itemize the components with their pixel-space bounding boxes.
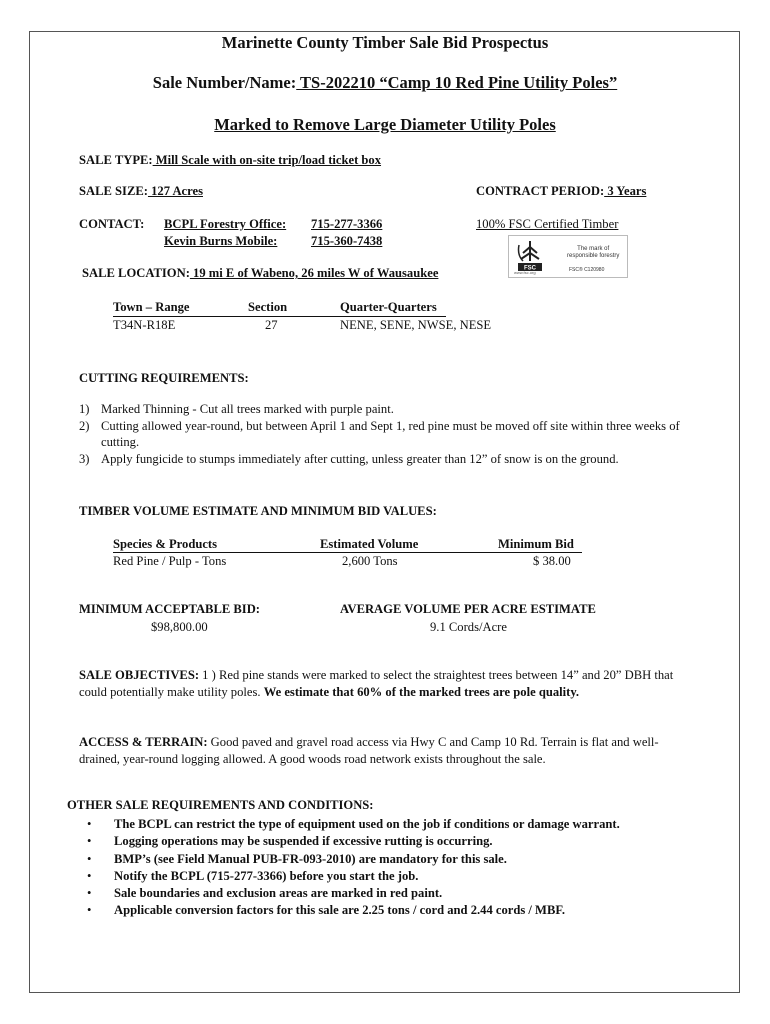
fsc-url: www.fsc.org [514,270,536,275]
volume-estimated: 2,600 Tons [342,554,398,568]
access-terrain [79,734,694,767]
sale-name-line [0,73,770,93]
contact-mobile-label: Kevin Burns Mobile: [164,234,278,248]
bullet-icon: • [87,868,92,883]
volume-header-estimated: Estimated Volume [320,537,419,551]
condition-item [87,833,620,850]
volume-minbid: $ 38.00 [533,554,571,568]
condition-item [87,885,620,902]
avg-volume-label: AVERAGE VOLUME PER ACRE ESTIMATE [340,602,596,616]
cutting-heading: CUTTING REQUIREMENTS: [79,371,249,385]
bullet-icon: • [87,903,92,918]
fsc-logo [508,235,628,278]
contract-period [476,184,646,199]
contact-office-label: BCPL Forestry Office: [164,217,287,231]
condition-item [87,816,620,833]
volume-species: Red Pine / Pulp - Tons [113,554,227,568]
fsc-mark-line2: responsible forestry [567,253,620,259]
volume-heading: TIMBER VOLUME ESTIMATE AND MINIMUM BID VALUES: [79,504,437,518]
fsc-mark-text [567,246,619,260]
location-header-town: Town – Range [113,300,190,314]
condition-text: Logging operations may be suspended if excessive rutting is occurring. [114,834,493,849]
sale-type [79,153,381,168]
cutting-item [79,451,689,468]
sale-location-label: SALE LOCATION: [82,266,190,280]
volume-header-underline [113,552,582,553]
sale-objectives [79,667,694,700]
bullet-icon: • [87,834,92,849]
cutting-item [79,418,689,451]
conditions-heading: OTHER SALE REQUIREMENTS AND CONDITIONS: [67,798,374,812]
cutting-list [79,401,689,467]
conditions-list [87,816,620,920]
sale-size [79,184,203,199]
cutting-item-number: 1) [79,402,90,416]
cutting-item [79,401,689,418]
avg-volume-value: 9.1 Cords/Acre [430,620,507,634]
contact-office-phone: 715-277-3366 [311,217,383,231]
bullet-icon: • [87,886,92,901]
min-bid-value: $98,800.00 [151,620,208,634]
condition-item [87,868,620,885]
condition-item [87,851,620,868]
sale-location-value: 19 mi E of Wabeno, 26 miles W of Wausaukee [189,266,439,280]
cutting-item-text: Cutting allowed year-round, but between April 1 and Sept 1, red pine must be moved off site within three weeks of cutting. [101,418,680,449]
condition-text: Sale boundaries and exclusion areas are marked in red paint. [114,886,443,901]
sale-name-label: Sale Number/Name: [152,73,297,92]
cutting-item-number: 2) [79,418,90,433]
condition-text: Notify the BCPL (715-277-3366) before you start the job. [114,868,419,883]
location-header-quarters: Quarter-Quarters [340,300,437,314]
cutting-item-text: Marked Thinning - Cut all trees marked with purple paint. [101,402,394,416]
objectives-emphasis: We estimate that 60% of the marked trees are pole quality. [263,684,580,699]
contract-period-label: CONTRACT PERIOD: [476,184,605,198]
contract-period-value: 3 Years [604,184,647,198]
min-bid-label: MINIMUM ACCEPTABLE BID: [79,602,260,616]
bullet-icon: • [87,851,92,866]
access-label: ACCESS & TERRAIN: [79,735,208,749]
location-section: 27 [265,318,278,332]
volume-header-species: Species & Products [113,537,218,551]
location-header-section: Section [248,300,288,314]
cutting-item-text: Apply fungicide to stumps immediately after cutting, unless greater than 12” of snow is on the ground. [101,451,619,466]
sale-size-label: SALE SIZE: [79,184,148,198]
location-town: T34N-R18E [113,318,176,332]
condition-text: BMP’s (see Field Manual PUB-FR-093-2010) are mandatory for this sale. [114,851,507,866]
condition-text: Applicable conversion factors for this sale are 2.25 tons / cord and 2.44 cords / MBF. [114,903,566,918]
svg-text:FSC: FSC [524,265,536,272]
document-subtitle: Marked to Remove Large Diameter Utility Poles [214,115,556,134]
fsc-note: 100% FSC Certified Timber [476,217,619,231]
fsc-code: FSC® C120980 [569,267,605,273]
condition-item [87,902,620,919]
condition-text: The BCPL can restrict the type of equipment used on the job if conditions or damage warrant. [114,817,620,831]
document-title: Marinette County Timber Sale Bid Prospectus [221,33,549,52]
sale-type-label: SALE TYPE: [79,153,153,167]
objectives-label: SALE OBJECTIVES: [79,668,200,682]
bullet-icon: • [87,817,92,831]
location-quarters: NENE, SENE, NWSE, NESE [340,318,492,332]
contact-mobile-phone: 715-360-7438 [311,234,383,248]
volume-header-minbid: Minimum Bid [498,537,574,551]
cutting-item-number: 3) [79,451,90,466]
sale-location [82,266,438,281]
sale-name-value: TS-202210 “Camp 10 Red Pine Utility Poles” [296,73,618,92]
sale-size-value: 127 Acres [147,184,203,198]
access-text: Good paved and gravel road access via Hwy C and Camp 10 Rd. Terrain is flat and well-drained, year-round logging allowed. A good woods road network exists throughout the sale. [79,735,659,766]
fsc-mark-line1: The mark of [577,246,610,252]
objectives-text: 1 ) Red pine stands were marked to select the straightest trees between 14” and 20” DBH that could potentially make utility poles. [79,668,674,699]
contact-label: CONTACT: [79,217,145,231]
sale-type-value: Mill Scale with on-site trip/load ticket box [152,153,382,167]
